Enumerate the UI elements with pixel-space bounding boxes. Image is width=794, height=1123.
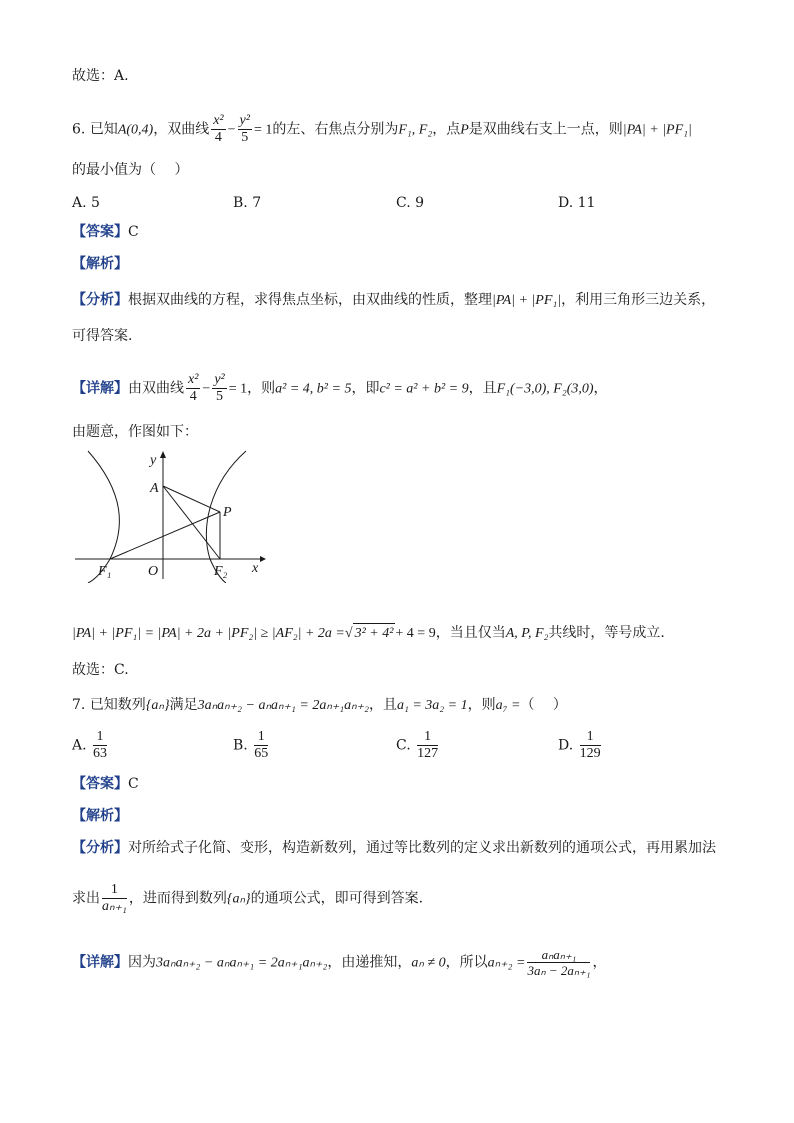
- option-label: B. 7: [233, 195, 262, 211]
- xj-frac-x: [186, 372, 200, 405]
- q6-final-line: [72, 660, 129, 680]
- q7-init: a₁ = 3a₂ = 1: [396, 698, 468, 713]
- fenxi-text: 根据双曲线的方程，求得焦点坐标，由双曲线的性质，整理: [128, 292, 492, 308]
- label-O: O: [148, 564, 159, 579]
- q6-stem-line1: 6. 已知A(0,4)，双曲线 $\frac{\text{x²}}{4}$ − $\frac{\text{y²}}{5}$ = 1的左、右焦点分别为F₁, F₂，点P是双曲线右支上一点，则|PA| + |PF₁|: [72, 113, 692, 145]
- q6-option-a[interactable]: [72, 193, 100, 213]
- fenxi-text: 的通项公式，即可得到答案.: [250, 890, 424, 907]
- q7-stem-text: ，则: [467, 697, 496, 713]
- fenxi-tag: 【分析】: [72, 292, 128, 308]
- xiangjie-text: 因为: [128, 954, 156, 971]
- xj-foci: F₁(−3,0), F₂(3,0): [496, 381, 594, 397]
- q6-point-a: A(0,4): [117, 122, 154, 138]
- option-label: A.: [72, 737, 87, 754]
- frac-den: 65: [254, 746, 269, 761]
- q6-option-c[interactable]: [396, 193, 424, 213]
- label-F2: F₂: [214, 564, 228, 579]
- answer-tag: 【答案】: [72, 224, 128, 240]
- q6-xiangjie-line2: [72, 422, 198, 442]
- q6-eq-one: = 1: [253, 122, 273, 138]
- answer-value: C: [128, 224, 139, 240]
- q7-a7: a₇ =: [495, 698, 521, 713]
- q7-relation: 3aₙaₙ₊₂ − aₙaₙ₊₁ = 2aₙ₊₁aₙ₊₂: [197, 698, 369, 713]
- xiangjie-tag: 【详解】: [72, 954, 128, 971]
- sqrt-sign: √: [344, 626, 353, 641]
- xiangjie-text: ，: [592, 954, 607, 971]
- fenxi-frac: [102, 882, 127, 915]
- xiangjie-text: ，则: [247, 380, 276, 397]
- frac-den: aₙ₊₁: [102, 899, 127, 914]
- q6-chain-line: [72, 623, 665, 644]
- option-frac: [93, 729, 107, 762]
- frac-den: 3aₙ − 2aₙ₊₁: [527, 963, 591, 978]
- q7-option-c[interactable]: [396, 729, 440, 762]
- q6-analysis-line: [72, 254, 128, 274]
- frac-num: y²: [239, 113, 250, 128]
- q6-stem-text: ，点: [432, 121, 461, 138]
- xiangjie-text: ，即: [351, 380, 380, 397]
- xiangjie-text: ，: [593, 380, 608, 397]
- q7-option-a[interactable]: [72, 729, 109, 762]
- frac-num: 1: [93, 729, 107, 746]
- option-label: D. 11: [558, 195, 596, 211]
- q6-foci: F₁, F₂: [398, 122, 433, 138]
- option-frac: [417, 729, 438, 762]
- q7-option-b[interactable]: [233, 729, 270, 762]
- fenxi-seq: {aₙ}: [226, 891, 251, 907]
- q7-answer-line: [72, 774, 139, 794]
- xiangjie-text: ，且: [468, 380, 497, 397]
- q7-stem-text: 满足: [169, 697, 198, 713]
- frac-den: 127: [417, 746, 439, 761]
- frac-den: 129: [579, 746, 601, 761]
- q6-option-b[interactable]: [233, 193, 261, 213]
- xj-frac-y: [212, 372, 226, 405]
- fenxi-text: 可得答案.: [72, 328, 133, 344]
- fenxi-expr: |PA| + |PF₁|: [492, 293, 562, 308]
- fenxi-text: 求出: [72, 890, 100, 907]
- q6-xiangjie-line1: 【详解】由双曲线 $\frac{\text{x²}}{4}$ − $\frac{\text{y²}}{5}$ = 1，则a² = 4, b² = 5，即c² = a² + b² = 9，且F₁(−3,0), F₂(3,0)，: [72, 372, 608, 404]
- option-label: D.: [558, 737, 574, 754]
- q7-seq: {aₙ}: [145, 698, 170, 713]
- prev-answer-line: [72, 66, 129, 86]
- option-label: B.: [233, 737, 248, 754]
- chain-text: ，当且仅当: [435, 625, 506, 641]
- option-frac: [580, 729, 601, 762]
- xiangjie-text: ，由递推知，: [327, 954, 412, 971]
- q7-stem-text: ，且: [368, 697, 397, 713]
- frac-den: 4: [189, 389, 197, 404]
- option-frac: [254, 729, 268, 762]
- hyperbola-figure: [70, 448, 270, 583]
- label-P: P: [223, 505, 232, 520]
- chain-sqrt: 3² + 4²: [353, 623, 396, 644]
- analysis-tag: 【解析】: [72, 808, 128, 824]
- frac-num: 1: [254, 729, 268, 746]
- chain-points: A, P, F₂: [505, 626, 549, 641]
- frac-num: aₙaₙ₊₁: [527, 947, 590, 963]
- q7-option-d[interactable]: [558, 729, 603, 762]
- x-axis-arrow: [260, 556, 266, 562]
- frac-num: y²: [214, 372, 225, 387]
- label-x: x: [252, 561, 259, 576]
- q6-fenxi-line1: [72, 290, 715, 311]
- xj-c: c² = a² + b² = 9: [379, 381, 469, 397]
- prev-answer-text: 故选：A.: [72, 68, 129, 84]
- q6-stem-line2: [72, 160, 188, 180]
- option-label: C.: [396, 737, 411, 754]
- label-A: A: [150, 481, 159, 496]
- q6-number: 6.: [72, 121, 86, 138]
- frac-num: x²: [188, 372, 199, 387]
- q6-stem-text: 的左、右焦点分别为: [272, 121, 399, 138]
- segment-PF1: [110, 512, 220, 559]
- q6-point-p: P: [460, 122, 469, 138]
- q7-stem-text: 已知数列: [89, 697, 146, 713]
- xj-frac: [527, 947, 590, 978]
- xj-nonzero: aₙ ≠ 0: [411, 955, 446, 971]
- xiangjie-tag: 【详解】: [72, 380, 128, 397]
- q7-xiangjie-line: [72, 947, 606, 978]
- q6-stem-text: 的最小值为（ ）: [72, 162, 189, 178]
- q7-fenxi-line1: [72, 838, 716, 858]
- q7-stem-text: （ ）: [520, 697, 567, 713]
- xj-eq-one: = 1: [228, 381, 248, 397]
- q6-expr: |PA| + |PF₁|: [622, 122, 692, 138]
- q6-answer-line: [72, 222, 139, 242]
- frac-den: 63: [93, 746, 108, 761]
- q7-number: 7.: [72, 697, 86, 713]
- q7-stem-line: [72, 695, 567, 716]
- label-F1: F₁: [98, 564, 112, 579]
- fenxi-text: ，进而得到数列: [128, 890, 227, 907]
- frac-den: 4: [214, 130, 222, 145]
- xj-ab: a² = 4, b² = 5: [275, 381, 352, 397]
- frac-den: 5: [216, 389, 224, 404]
- chain-text: 共线时，等号成立.: [548, 625, 665, 641]
- option-label: C. 9: [396, 195, 425, 211]
- frac-den: 5: [241, 130, 249, 145]
- q6-frac-y: [238, 113, 252, 146]
- q6-stem-text: ，双曲线: [153, 121, 210, 138]
- xiangjie-text: 由题意，作图如下：: [72, 424, 198, 440]
- frac-num: x²: [213, 113, 224, 128]
- q6-fenxi-line2: [72, 326, 132, 346]
- fenxi-text: ，利用三角形三边关系，: [561, 292, 716, 308]
- q7-fenxi-line2: [72, 882, 423, 915]
- fenxi-text: 对所给式子化简、变形，构造新数列，通过等比数列的定义求出新数列的通项公式，再用累加法: [128, 840, 716, 856]
- final-text: 故选：C.: [72, 662, 129, 678]
- xj-lhs: aₙ₊₂ =: [487, 955, 526, 971]
- segment-AP: [163, 486, 220, 512]
- fenxi-tag: 【分析】: [72, 840, 128, 856]
- answer-tag: 【答案】: [72, 776, 128, 792]
- q6-stem-text: 是双曲线右支上一点，则: [468, 121, 623, 138]
- chain-expr: |PA| + |PF₁| = |PA| + 2a + |PF₂| ≥ |AF₂| + 2a =: [72, 626, 345, 641]
- frac-num: 1: [102, 882, 127, 899]
- q6-option-d[interactable]: [558, 193, 595, 213]
- answer-value: C: [128, 776, 139, 792]
- analysis-tag: 【解析】: [72, 256, 128, 272]
- xj-relation: 3aₙaₙ₊₂ − aₙaₙ₊₁ = 2aₙ₊₁aₙ₊₂: [156, 955, 328, 971]
- xiangjie-text: ，所以: [445, 954, 488, 971]
- frac-num: 1: [417, 729, 438, 746]
- frac-num: 1: [580, 729, 601, 746]
- y-axis-arrow: [160, 451, 166, 458]
- xiangjie-text: 由双曲线: [128, 380, 184, 397]
- chain-end: + 4 = 9: [395, 626, 436, 641]
- q7-analysis-line: [72, 806, 128, 826]
- option-label: A. 5: [72, 195, 100, 211]
- q6-frac-x: [211, 113, 225, 146]
- q6-stem-text: 已知: [89, 121, 118, 138]
- segment-AF2: [163, 486, 220, 559]
- label-y: y: [150, 453, 157, 468]
